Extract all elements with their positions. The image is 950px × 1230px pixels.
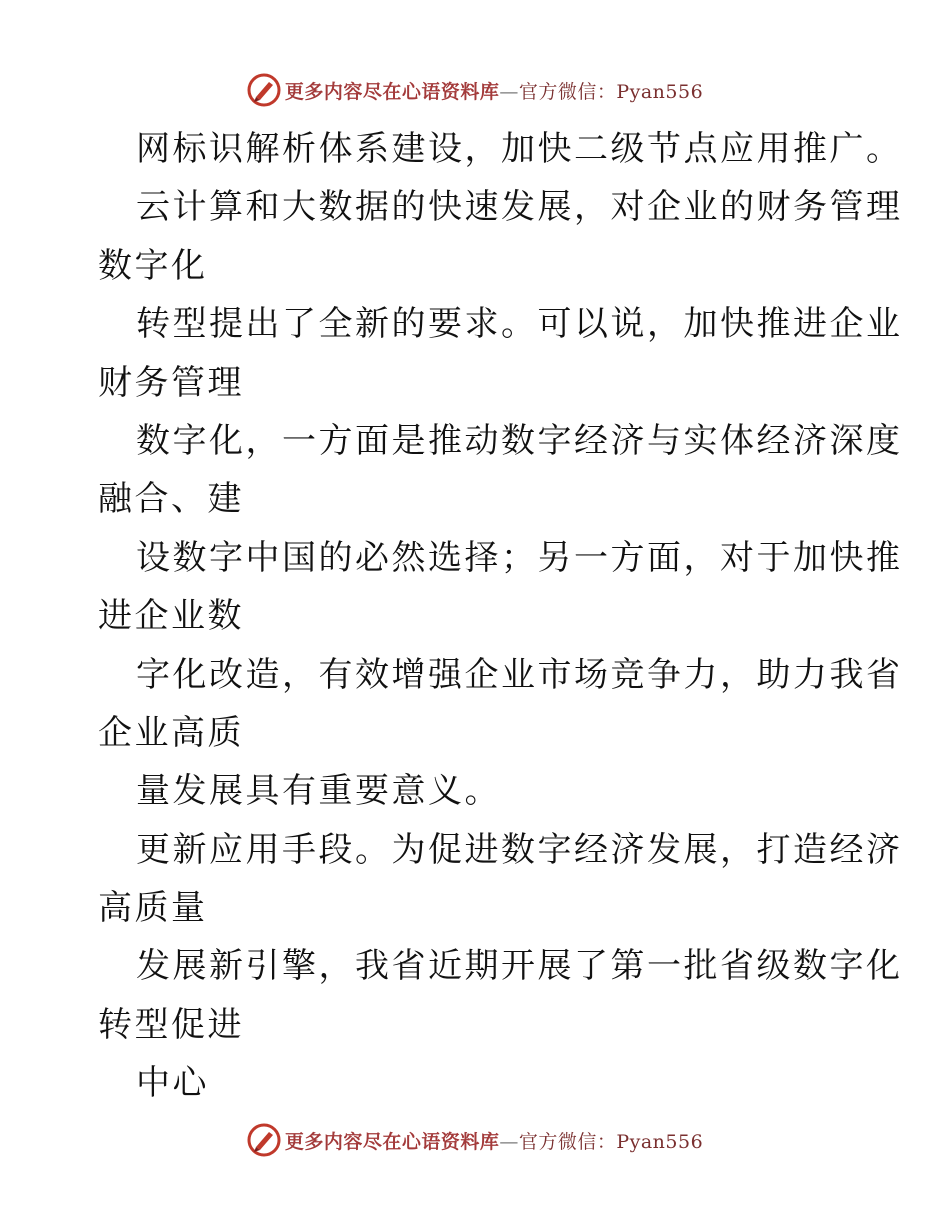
body-line: 网标识解析体系建设，加快二级节点应用推广。 — [136, 129, 903, 169]
body-line: 中心 — [136, 1063, 209, 1104]
pen-logo-icon — [247, 1123, 281, 1157]
header-banner — [0, 70, 950, 110]
document-body — [98, 120, 903, 1113]
body-line: 转型促进 — [98, 1004, 244, 1045]
footer-banner-contact: 官方微信：Pyan556 — [518, 1130, 704, 1153]
header-banner-contact: 官方微信：Pyan556 — [518, 80, 704, 103]
pen-logo-icon — [247, 73, 281, 107]
body-line: 发展新引擎，我省近期开展了第一批省级数字化 — [136, 946, 903, 987]
body-line: 字化改造，有效增强企业市场竞争力，助力我省 — [136, 654, 903, 695]
body-line: 量发展具有重要意义。 — [136, 771, 501, 812]
footer-banner-separator: — — [499, 1130, 519, 1153]
body-line: 企业高质 — [98, 712, 244, 753]
body-line: 数字化 — [98, 245, 208, 286]
body-line: 云计算和大数据的快速发展，对企业的财务管理 — [136, 187, 903, 228]
footer-banner-text: 更多内容尽在心语资料库 — [284, 1130, 500, 1153]
body-line: 数字化，一方面是推动数字经济与实体经济深度 — [136, 420, 903, 461]
body-line: 更新应用手段。为促进数字经济发展，打造经济 — [136, 829, 903, 870]
body-line: 高质量 — [98, 888, 208, 929]
footer-banner — [0, 1120, 950, 1160]
header-banner-separator: — — [499, 80, 519, 103]
body-line: 融合、建 — [98, 479, 244, 520]
body-line: 设数字中国的必然选择；另一方面，对于加快推 — [136, 537, 903, 578]
body-line: 财务管理 — [98, 362, 244, 403]
body-line: 进企业数 — [98, 596, 244, 637]
body-line: 转型提出了全新的要求。可以说，加快推进企业 — [136, 304, 903, 345]
header-banner-text: 更多内容尽在心语资料库 — [284, 80, 500, 103]
